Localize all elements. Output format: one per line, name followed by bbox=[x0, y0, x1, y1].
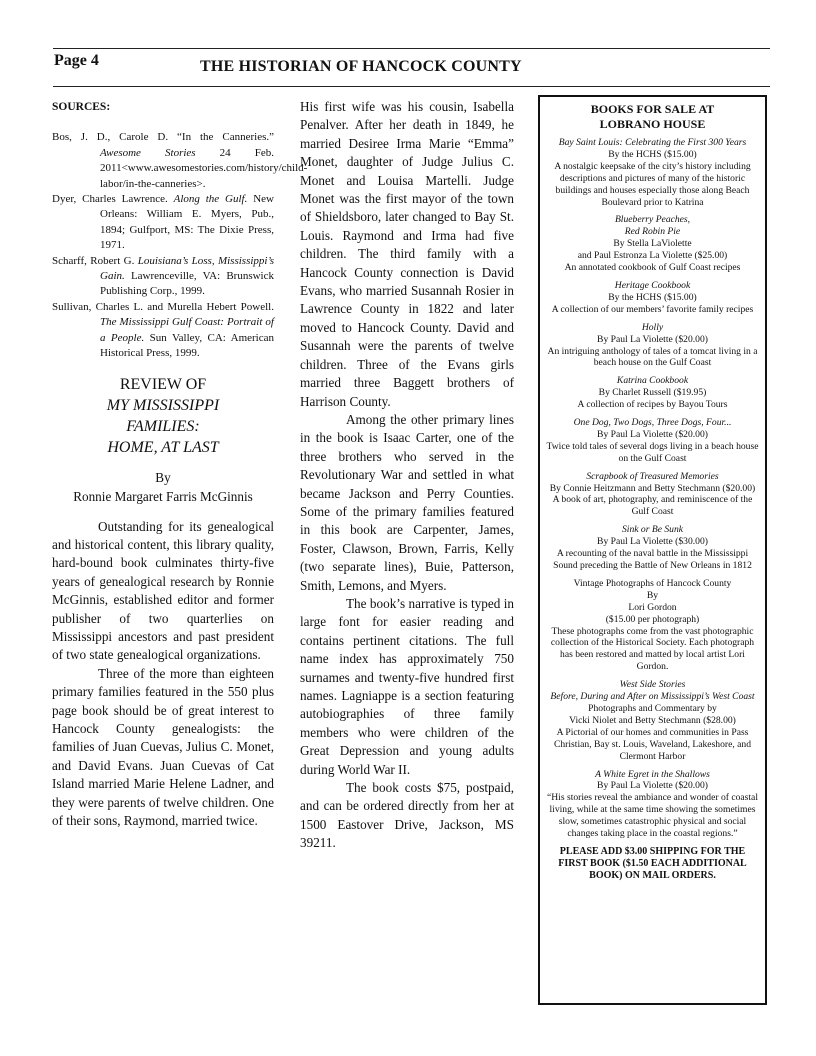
book-detail: A nostalgic keepsake of the city’s history including descriptions and pictures of many of the historic buildings and houses especially those along Beach Boulevard prior to Katrina bbox=[554, 160, 751, 208]
book-title: West Side Stories bbox=[619, 679, 686, 691]
source-title: Louisiana’s Loss, Mississippi’s Gain. bbox=[100, 254, 274, 283]
sources-heading: SOURCES: bbox=[52, 101, 111, 113]
column-left bbox=[52, 98, 308, 830]
book-detail: ($15.00 per photograph) bbox=[605, 613, 700, 625]
header-bottom-rule bbox=[53, 86, 770, 87]
book-title: Heritage Cookbook bbox=[614, 279, 691, 291]
book-title: Bay Saint Louis: Celebrating the First 300 Years bbox=[558, 137, 747, 148]
article-paragraph: The book costs $75, postpaid, and can be ordered directly from her at 1500 Eastover Drive, Jackson, MS 39211. bbox=[300, 780, 514, 851]
book-title: Red Robin Pie bbox=[624, 226, 681, 238]
source-entry bbox=[52, 254, 274, 300]
source-publication: Lawrenceville, VA: Brunswick Publishing Corp., 1999. bbox=[100, 270, 274, 298]
book-detail: A book of art, photography, and reminiscence of the Gulf Coast bbox=[552, 494, 753, 518]
book-entry bbox=[544, 375, 761, 411]
source-entry bbox=[52, 192, 274, 254]
book-detail: “His stories reveal the ambiance and wonder of coastal living, while at the same time showing the sometimes slow, sometimes catastrophic physical and social changes taking place in the coastal regions.” bbox=[547, 792, 758, 840]
book-title: A White Egret in the Shallows bbox=[595, 768, 710, 780]
review-title-line: FAMILIES: bbox=[126, 417, 200, 435]
book-entry bbox=[544, 322, 761, 370]
book-entry bbox=[544, 280, 761, 316]
source-entry bbox=[52, 130, 308, 192]
book-entry bbox=[544, 679, 761, 762]
source-author: Bos, J. D., Carole D. “In the Canneries.” bbox=[52, 131, 274, 144]
book-detail: Vicki Niolet and Betty Stechmann ($28.00) bbox=[569, 714, 736, 726]
books-for-sale-title-line: BOOKS FOR SALE AT bbox=[590, 102, 715, 116]
book-detail: By the HCHS ($15.00) bbox=[608, 148, 697, 160]
review-title-line: MY MISSISSIPPI bbox=[106, 396, 220, 414]
article-paragraph: Outstanding for its genealogical and historical content, this library quality, hard-bound book culminates thirty-five years of genealogical research by Ronnie McGinnis, established editor and former publisher of two quarterlies on Mississippi ancestors and past president of two state genealogical organizations. bbox=[52, 518, 274, 663]
book-detail: These photographs come from the vast photographic collection of the Historical Society. Each photograph has been restored and matted by local artist Lori Gordon. bbox=[550, 625, 755, 673]
article-paragraph: Three of the more than eighteen primary families featured in the 550 plus page book should be of great interest to Hancock County genealogists: the families of Juan Cuevas, Julius C. Monet, and David Evans. Juan Cuevas of Cat Island married Marie Helene Ladner, and they were parents of twelve children. One of their sons, Raymond, married twice. bbox=[52, 665, 274, 828]
book-detail: By the HCHS ($15.00) bbox=[608, 291, 697, 303]
book-detail: and Paul Estronza La Violette ($25.00) bbox=[577, 250, 728, 262]
review-heading-block bbox=[52, 374, 274, 458]
shipping-note: PLEASE ADD $3.00 SHIPPING FOR THE FIRST BOOK ($1.50 EACH ADDITIONAL BOOK) ON MAIL ORDERS. bbox=[558, 845, 747, 881]
source-title: Along the Gulf. bbox=[173, 193, 248, 206]
page-number: Page 4 bbox=[54, 52, 99, 69]
source-author: Dyer, Charles Lawrence. bbox=[52, 193, 174, 206]
article-paragraph: The book’s narrative is typed in large font for easier reading and contains pertinent citations. The full name index has approximately 750 surnames and twenty-five hundred first names. Lagniappe is a section featuring autobiographies of three family members who were children of the Great Depression and young adults during World War II. bbox=[300, 595, 514, 777]
book-detail: Twice told tales of several dogs living in a beach house on the Gulf Coast bbox=[546, 440, 759, 464]
book-title: Blueberry Peaches, bbox=[614, 214, 691, 226]
books-for-sale-title-line: LOBRANO HOUSE bbox=[599, 117, 706, 131]
publication-title: THE HISTORIAN OF HANCOCK COUNTY bbox=[200, 58, 522, 75]
books-for-sale-box bbox=[538, 95, 767, 1005]
book-detail: Vintage Photographs of Hancock County bbox=[573, 577, 732, 589]
article-paragraph: His first wife was his cousin, Isabella Penalver. After her death in 1849, he married Desiree Irma Marie “Emma” Monet, daughter of Judge Julius C. Monet and Louisa Martelli. Judge Monet was the first mayor of the town of Shieldsboro, later changed to Bay St. Louis. Raymond and Irma had five children. The third family with a Hancock County connection is David Evans, who married Susannah Rosier in Lawrence County in 1822 and later moved to Hancock County. David and Susannah were the parents of twelve children. Three of the Evans girls married three Baggett brothers of Harrison County. bbox=[300, 99, 514, 409]
book-detail: By Stella LaViolette bbox=[613, 238, 692, 250]
source-title: The Mississippi Gulf Coast: Portrait of a People. bbox=[100, 316, 274, 344]
book-detail: By Charlet Russell ($19.95) bbox=[598, 387, 707, 399]
book-detail: A collection of our members’ favorite family recipes bbox=[551, 303, 754, 315]
book-entry bbox=[544, 214, 761, 274]
book-detail: By Paul La Violette ($20.00) bbox=[597, 333, 708, 345]
book-entry bbox=[544, 471, 761, 519]
book-detail: Photographs and Commentary by bbox=[588, 702, 717, 714]
source-author: Sullivan, Charles L. and Murella Hebert Powell. bbox=[52, 300, 274, 313]
book-detail: Lori Gordon bbox=[628, 601, 677, 613]
book-entry bbox=[544, 769, 761, 840]
book-title: Katrina Cookbook bbox=[616, 375, 689, 387]
column-middle bbox=[300, 98, 514, 853]
source-entry bbox=[52, 300, 274, 362]
book-detail: An intriguing anthology of tales of a tomcat living in a beach house on the Gulf Coast bbox=[547, 345, 758, 369]
book-entry bbox=[544, 417, 761, 465]
book-detail: By Connie Heitzmann and Betty Stechmann ($20.00) bbox=[549, 482, 756, 494]
book-title: Scrapbook of Treasured Memories bbox=[586, 470, 719, 482]
source-publication: 24 Feb. 2011<www.awesomestories.com/history/child-labor/in-the-canneries>. bbox=[100, 146, 308, 190]
book-list bbox=[544, 137, 761, 840]
book-detail: By bbox=[646, 589, 659, 601]
book-entry bbox=[544, 524, 761, 572]
byline-by: By bbox=[155, 469, 171, 485]
book-entry bbox=[544, 137, 761, 208]
book-detail: A Pictorial of our homes and communities in Pass Christian, Bay st. Louis, Waveland, Lakeshore, and Clermont Harbor bbox=[553, 726, 751, 762]
book-title: One Dog, Two Dogs, Three Dogs, Four... bbox=[573, 417, 732, 429]
book-detail: An annotated cookbook of Gulf Coast recipes bbox=[564, 262, 741, 274]
book-detail: A collection of recipes by Bayou Tours bbox=[577, 399, 728, 411]
review-heading: REVIEW OF bbox=[119, 375, 207, 393]
book-detail: A recounting of the naval battle in the Mississippi Sound preceding the Battle of New Orleans in 1812 bbox=[553, 548, 752, 571]
header-top-rule bbox=[53, 48, 770, 49]
book-title: Holly bbox=[641, 321, 664, 333]
sources-list bbox=[52, 130, 308, 361]
source-author: Scharff, Robert G. bbox=[52, 254, 138, 267]
book-detail: By Paul La Violette ($20.00) bbox=[597, 780, 708, 792]
source-publication: New Orleans: William E. Myers, Pub., 1894; Gulfport, MS: The Dixie Press, 1971. bbox=[100, 193, 274, 252]
book-entry bbox=[544, 578, 761, 673]
source-title: Awesome Stories bbox=[100, 146, 196, 159]
byline-author: Ronnie Margaret Farris McGinnis bbox=[73, 488, 253, 504]
article-paragraph: Among the other primary lines in the book is Isaac Carter, one of the three brothers who served in the Revolutionary War and settled in what became Jackson and Perry Counties. Some of the primary families featured in this book are Carpenter, James, Foster, Clawson, Brown, Farris, Kelly (two separate lines), Buie, Patterson, Smith, Lemons, and Myers. bbox=[300, 411, 514, 593]
books-for-sale-title bbox=[544, 102, 761, 132]
source-publication: Sun Valley, CA: American Historical Press, 1999. bbox=[100, 331, 274, 360]
book-detail: By Paul La Violette ($20.00) bbox=[597, 428, 708, 440]
book-detail: By Paul La Violette ($30.00) bbox=[597, 536, 708, 548]
book-title: Sink or Be Sunk bbox=[621, 524, 683, 536]
review-title-line: HOME, AT LAST bbox=[107, 438, 219, 456]
book-title: Before, During and After on Mississippi’s West Coast bbox=[550, 691, 755, 703]
